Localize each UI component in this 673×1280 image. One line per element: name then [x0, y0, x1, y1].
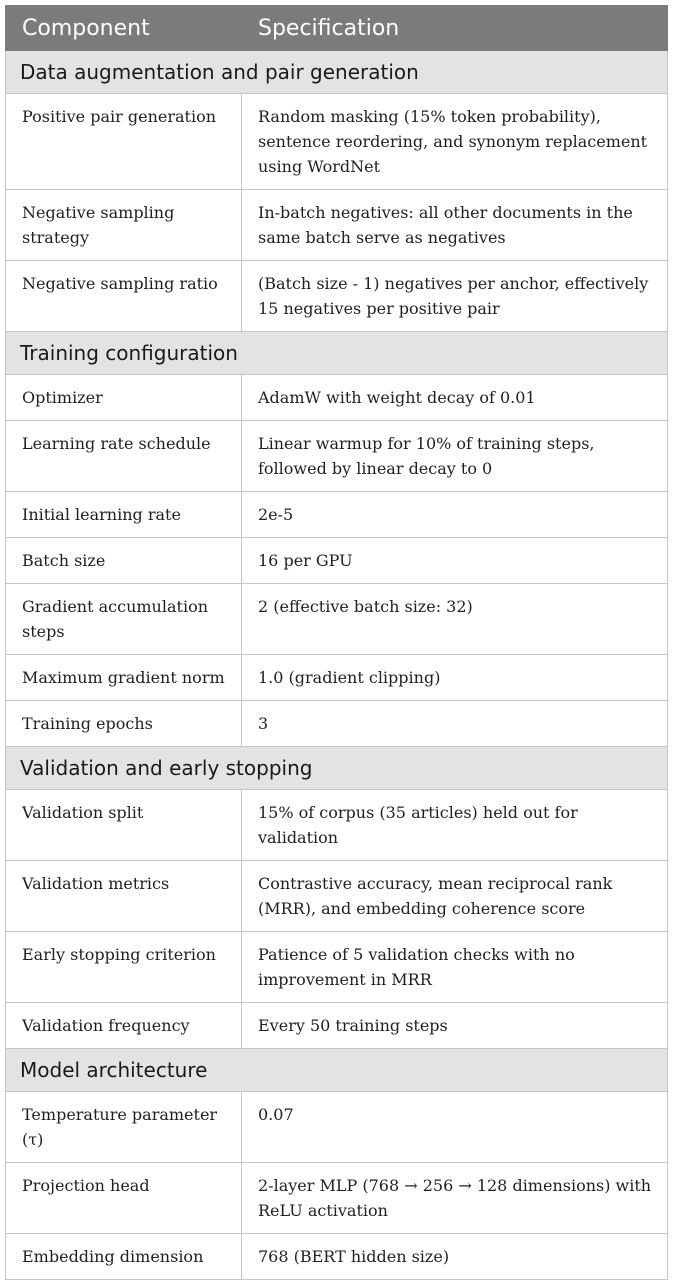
- component-column-header: Component: [6, 6, 242, 51]
- table-row: [6, 932, 668, 1003]
- specification-table: [5, 5, 668, 1280]
- table-row: [6, 538, 668, 584]
- table-row: [6, 421, 668, 492]
- specification-cell: Random masking (15% token probability), sentence reordering, and synonym replacement using WordNet: [242, 94, 668, 190]
- table-row: [6, 1234, 668, 1280]
- specification-cell: Linear warmup for 10% of training steps, followed by linear decay to 0: [242, 421, 668, 492]
- table-row: [6, 1092, 668, 1163]
- specification-cell: (Batch size - 1) negatives per anchor, effectively 15 negatives per positive pair: [242, 261, 668, 332]
- specification-cell: 2e-5: [242, 492, 668, 538]
- component-cell: Temperature parameter (τ): [6, 1092, 242, 1163]
- specification-cell: 1.0 (gradient clipping): [242, 655, 668, 701]
- specification-cell: In-batch negatives: all other documents in the same batch serve as negatives: [242, 190, 668, 261]
- section-header-row: [6, 747, 668, 790]
- section-header-row: [6, 332, 668, 375]
- specification-cell: Every 50 training steps: [242, 1003, 668, 1049]
- section-header-row: [6, 1049, 668, 1092]
- component-cell: Embedding dimension: [6, 1234, 242, 1280]
- section-header-row: [6, 51, 668, 94]
- component-cell: Negative sampling ratio: [6, 261, 242, 332]
- component-cell: Validation metrics: [6, 861, 242, 932]
- table-row: [6, 492, 668, 538]
- specification-cell: 15% of corpus (35 articles) held out for validation: [242, 790, 668, 861]
- component-cell: Validation split: [6, 790, 242, 861]
- component-cell: Gradient accumulation steps: [6, 584, 242, 655]
- component-cell: Early stopping criterion: [6, 932, 242, 1003]
- table-row: [6, 861, 668, 932]
- component-cell: Batch size: [6, 538, 242, 584]
- component-cell: Initial learning rate: [6, 492, 242, 538]
- section-title: Training configuration: [6, 332, 668, 375]
- specification-column-header: Specification: [242, 6, 668, 51]
- table-row: [6, 1003, 668, 1049]
- component-cell: Optimizer: [6, 375, 242, 421]
- specification-cell: 2-layer MLP (768 → 256 → 128 dimensions) with ReLU activation: [242, 1163, 668, 1234]
- specification-cell: 0.07: [242, 1092, 668, 1163]
- section-title: Validation and early stopping: [6, 747, 668, 790]
- component-cell: Negative sampling strategy: [6, 190, 242, 261]
- specification-cell: Patience of 5 validation checks with no improvement in MRR: [242, 932, 668, 1003]
- section-title: Data augmentation and pair generation: [6, 51, 668, 94]
- component-cell: Training epochs: [6, 701, 242, 747]
- table-row: [6, 375, 668, 421]
- table-row: [6, 1163, 668, 1234]
- table-row: [6, 261, 668, 332]
- specification-cell: 3: [242, 701, 668, 747]
- table-row: [6, 701, 668, 747]
- component-cell: Learning rate schedule: [6, 421, 242, 492]
- table-row: [6, 584, 668, 655]
- component-cell: Projection head: [6, 1163, 242, 1234]
- specification-cell: 768 (BERT hidden size): [242, 1234, 668, 1280]
- specification-cell: AdamW with weight decay of 0.01: [242, 375, 668, 421]
- table-header-row: [6, 6, 668, 51]
- section-title: Model architecture: [6, 1049, 668, 1092]
- component-cell: Positive pair generation: [6, 94, 242, 190]
- table-row: [6, 790, 668, 861]
- table-row: [6, 655, 668, 701]
- table-row: [6, 94, 668, 190]
- table-row: [6, 190, 668, 261]
- component-cell: Maximum gradient norm: [6, 655, 242, 701]
- specification-cell: Contrastive accuracy, mean reciprocal rank (MRR), and embedding coherence score: [242, 861, 668, 932]
- specification-cell: 16 per GPU: [242, 538, 668, 584]
- specification-cell: 2 (effective batch size: 32): [242, 584, 668, 655]
- component-cell: Validation frequency: [6, 1003, 242, 1049]
